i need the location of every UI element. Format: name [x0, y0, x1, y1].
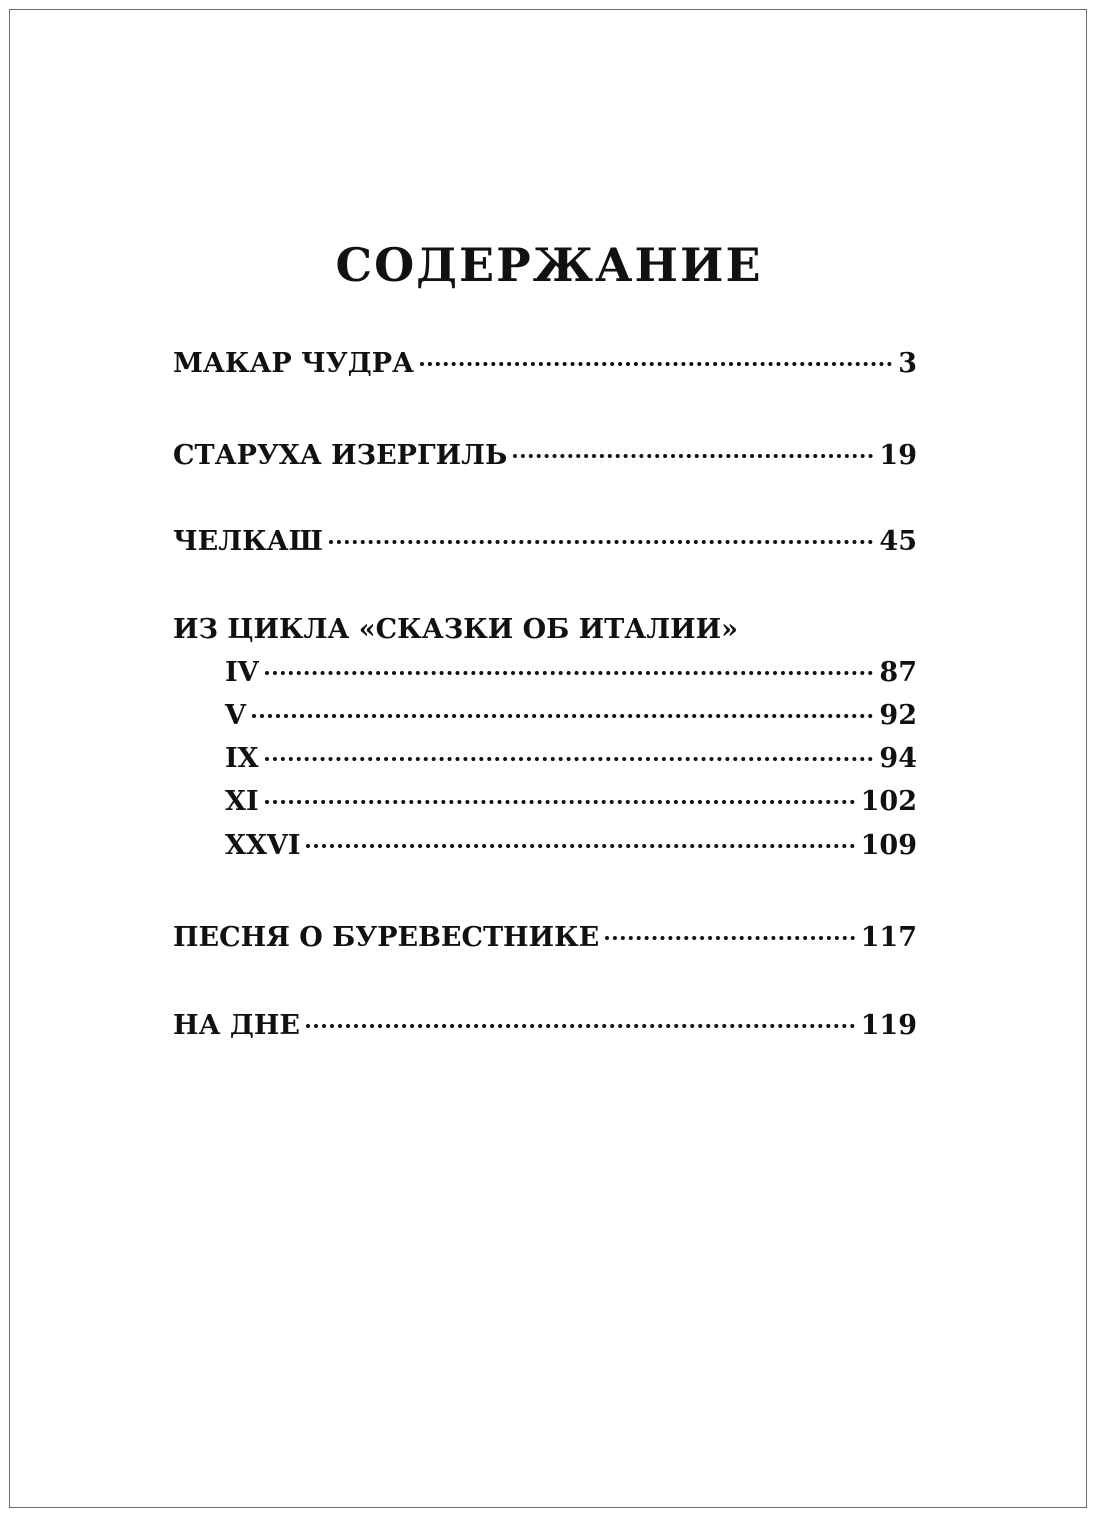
toc-entry-chelkash[interactable] [173, 526, 917, 558]
toc-entry-title: IV [225, 657, 259, 688]
toc-entry-page: 92 [879, 700, 917, 731]
dot-leader [329, 540, 874, 544]
toc-entry-makar-chudra[interactable] [173, 348, 917, 380]
toc-entry-title: СТАРУХА ИЗЕРГИЛЬ [173, 440, 508, 471]
toc-cycle-heading: ИЗ ЦИКЛА «СКАЗКИ ОБ ИТАЛИИ» [173, 614, 739, 645]
toc-entry-title: ЧЕЛКАШ [173, 526, 323, 557]
page-title: СОДЕРЖАНИЕ [335, 238, 763, 292]
toc-entry-na-dne[interactable] [173, 1010, 917, 1042]
dot-leader [605, 936, 854, 940]
dot-leader [420, 362, 892, 366]
dot-leader [306, 844, 854, 848]
dot-leader [306, 1024, 855, 1028]
toc-entry-title: XI [225, 786, 259, 817]
dot-leader [252, 714, 873, 718]
toc-subentry-xi[interactable] [225, 786, 917, 818]
dot-leader [265, 671, 874, 675]
toc-entry-page: 109 [860, 830, 917, 861]
dot-leader [265, 800, 855, 804]
toc-subentry-xxvi[interactable] [225, 830, 917, 862]
toc-subentry-iv[interactable] [225, 657, 917, 689]
toc-entry-title: XXVI [225, 830, 301, 861]
toc-entry-pesnya-o-burevestnike[interactable] [173, 922, 917, 954]
toc-entry-page: 119 [860, 1010, 917, 1041]
toc-entry-page: 94 [879, 743, 917, 774]
toc-entry-page: 102 [860, 786, 917, 817]
toc-entry-page: 19 [879, 440, 917, 471]
toc-entry-title: V [225, 700, 246, 731]
toc-subentry-v[interactable] [225, 700, 917, 732]
toc-entry-title: ПЕСНЯ О БУРЕВЕСТНИКЕ [173, 922, 600, 953]
toc-subentry-ix[interactable] [225, 743, 917, 775]
toc-entry-starukha-izergil[interactable] [173, 440, 917, 472]
toc-entry-page: 3 [898, 348, 917, 379]
toc-entry-page: 45 [879, 526, 917, 557]
toc-entry-title: МАКАР ЧУДРА [173, 348, 414, 379]
toc-entry-page: 117 [860, 922, 917, 953]
toc-entry-page: 87 [879, 657, 917, 688]
toc-entry-title: НА ДНЕ [173, 1010, 300, 1041]
dot-leader [513, 454, 873, 458]
toc-entry-title: IX [225, 743, 259, 774]
dot-leader [265, 757, 874, 761]
